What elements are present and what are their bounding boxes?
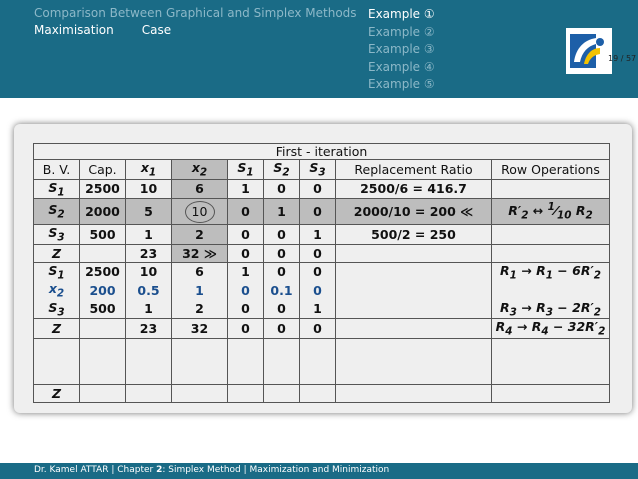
footer-chapter-prefix: Chapter: [117, 465, 157, 475]
cell-x1: 1: [126, 300, 172, 319]
example-link-4[interactable]: Example ④: [368, 59, 435, 74]
cell-cap: 2000: [80, 199, 126, 225]
col-header-bv: B. V.: [34, 160, 80, 180]
cell-x1: 0.5: [126, 281, 172, 300]
cell-empty: [126, 384, 172, 402]
cell-x1: 1: [126, 225, 172, 245]
cell-s3: 0: [300, 179, 336, 199]
cell-cap: 500: [80, 300, 126, 319]
cell-x2: 1: [172, 281, 228, 300]
z-row: [34, 244, 610, 262]
col-header-s3: $S_3$: [300, 160, 336, 180]
cell-s2: 0.1: [264, 281, 300, 300]
col-header-s1: $S_1$: [228, 160, 264, 180]
header-row: [34, 160, 610, 180]
cell-empty: [172, 338, 228, 384]
cell-x1: 23: [126, 244, 172, 262]
cell-empty: [80, 338, 126, 384]
example-link-5[interactable]: Example ⑤: [368, 77, 435, 91]
cell-x2: 6: [172, 179, 228, 199]
col-header-s2: $S_2$: [264, 160, 300, 180]
cell-empty: [336, 384, 492, 402]
cell-x2: 32 ≫: [172, 244, 228, 262]
cell-s2: 0: [264, 225, 300, 245]
cell-empty: [336, 338, 492, 384]
cell-x2: 6: [172, 262, 228, 281]
iteration-title: First - iteration: [34, 144, 610, 160]
col-header-ratio: Replacement Ratio: [336, 160, 492, 180]
pivot-row: [34, 199, 610, 225]
cell-ratio: [336, 281, 492, 300]
col-header-x2: $x_2$: [172, 160, 228, 180]
cell-s3: 0: [300, 319, 336, 339]
cell-s1: 0: [228, 225, 264, 245]
col-header-rowops: Row Operations: [492, 160, 610, 180]
footer-bar: [0, 463, 638, 479]
cell-s2: 0: [264, 244, 300, 262]
cell-rowop: [492, 225, 610, 245]
cell-s1: 0: [228, 244, 264, 262]
cell-ratio: [336, 319, 492, 339]
simplex-table: [33, 143, 610, 403]
cell-x2: 2: [172, 300, 228, 319]
basis-var: $S_3$: [34, 300, 80, 319]
basis-var: $S_2$: [34, 199, 80, 225]
cell-rowop: [492, 281, 610, 300]
table-row: [34, 262, 610, 281]
table-row: [34, 225, 610, 245]
example-nav: [368, 6, 435, 94]
cell-rowop: $R'_2$ ↔ $^1⁄_{10}$ $R_2$: [492, 199, 610, 225]
cell-empty: [34, 338, 80, 384]
footer-text: Dr. Kamel ATTAR | Chapter 2: Simplex Method | Maximization and Minimization: [34, 465, 390, 475]
cell-x2: 32: [172, 319, 228, 339]
cell-s3: 0: [300, 199, 336, 225]
cell-ratio: [336, 244, 492, 262]
cell-empty: [172, 384, 228, 402]
cell-s1: 0: [228, 199, 264, 225]
cell-cap: [80, 319, 126, 339]
cell-ratio: 500/2 = 250: [336, 225, 492, 245]
cell-cap: 2500: [80, 262, 126, 281]
cell-s1: 0: [228, 300, 264, 319]
footer-chapter-title: : Simplex Method | Maximization and Minimization: [162, 465, 390, 475]
pivot-cell: [172, 199, 228, 225]
cell-empty: [492, 384, 610, 402]
table-row: [34, 179, 610, 199]
cell-x1: 23: [126, 319, 172, 339]
basis-var: $x_2$: [34, 281, 80, 300]
simplex-table-wrapper: [33, 143, 610, 403]
cell-s1: 0: [228, 281, 264, 300]
cell-ratio: 2500/6 = 416.7: [336, 179, 492, 199]
example-link-2[interactable]: Example ②: [368, 24, 435, 39]
cell-s1: 1: [228, 179, 264, 199]
cell-empty: [492, 338, 610, 384]
cell-empty: [300, 384, 336, 402]
iteration-title-row: [34, 144, 610, 160]
cell-empty: [264, 338, 300, 384]
empty-row: [34, 338, 610, 384]
z-row: [34, 384, 610, 402]
cell-s3: 1: [300, 225, 336, 245]
footer-chapter-number: 2: [156, 465, 163, 475]
cell-ratio: [336, 262, 492, 281]
cell-cap: 500: [80, 225, 126, 245]
cell-empty: [80, 384, 126, 402]
cell-x1: 10: [126, 179, 172, 199]
cell-s2: 0: [264, 262, 300, 281]
cell-cap: 200: [80, 281, 126, 300]
cell-x2: 2: [172, 225, 228, 245]
page-number: 19 / 57: [608, 54, 637, 63]
example-link-3[interactable]: Example ③: [368, 42, 435, 56]
cell-empty: [300, 338, 336, 384]
cell-s2: 0: [264, 319, 300, 339]
cell-s2: 1: [264, 199, 300, 225]
cell-ratio: [336, 300, 492, 319]
cell-s1: 1: [228, 262, 264, 281]
cell-x1: 5: [126, 199, 172, 225]
table-row: [34, 281, 610, 300]
cell-x1: 10: [126, 262, 172, 281]
cell-empty: [228, 384, 264, 402]
cell-s2: 0: [264, 179, 300, 199]
example-link-1[interactable]: Example ①: [368, 7, 435, 21]
cell-ratio: 2000/10 = 200 ≪: [336, 199, 492, 225]
cell-rowop: [492, 244, 610, 262]
cell-cap: [80, 244, 126, 262]
cell-s3: 0: [300, 281, 336, 300]
basis-var: Z: [34, 319, 80, 339]
section-title[interactable]: Comparison Between Graphical and Simplex Methods: [34, 6, 357, 20]
cell-cap: 2500: [80, 179, 126, 199]
header-bar: [0, 0, 638, 98]
cell-empty: [126, 338, 172, 384]
basis-var: $S_3$: [34, 225, 80, 245]
cell-s2: 0: [264, 300, 300, 319]
cell-empty: [264, 384, 300, 402]
cell-s3: 0: [300, 244, 336, 262]
basis-var: $S_1$: [34, 179, 80, 199]
cell-rowop: $R_3 \to R_3 - 2R'_2$: [492, 300, 610, 319]
subsection-right: Case: [141, 23, 172, 37]
subsection-title[interactable]: [34, 23, 171, 37]
university-logo: [566, 28, 612, 74]
col-header-cap: Cap.: [80, 160, 126, 180]
cell-rowop: $R_4 \to R_4 - 32R'_2$: [492, 319, 610, 339]
footer-author: Dr. Kamel ATTAR: [34, 465, 109, 475]
cell-s3: 1: [300, 300, 336, 319]
z-row: [34, 319, 610, 339]
table-row: [34, 300, 610, 319]
cell-rowop: [492, 179, 610, 199]
cell-s3: 0: [300, 262, 336, 281]
col-header-x1: $x_1$: [126, 160, 172, 180]
cell-empty: [228, 338, 264, 384]
subsection-left: Maximisation: [34, 23, 114, 37]
cell-s1: 0: [228, 319, 264, 339]
pivot-element: 10: [185, 201, 215, 223]
cell-rowop: $R_1 \to R_1 - 6R'_2$: [492, 262, 610, 281]
basis-var: Z: [34, 244, 80, 262]
basis-var: Z: [34, 384, 80, 402]
basis-var: $S_1$: [34, 262, 80, 281]
